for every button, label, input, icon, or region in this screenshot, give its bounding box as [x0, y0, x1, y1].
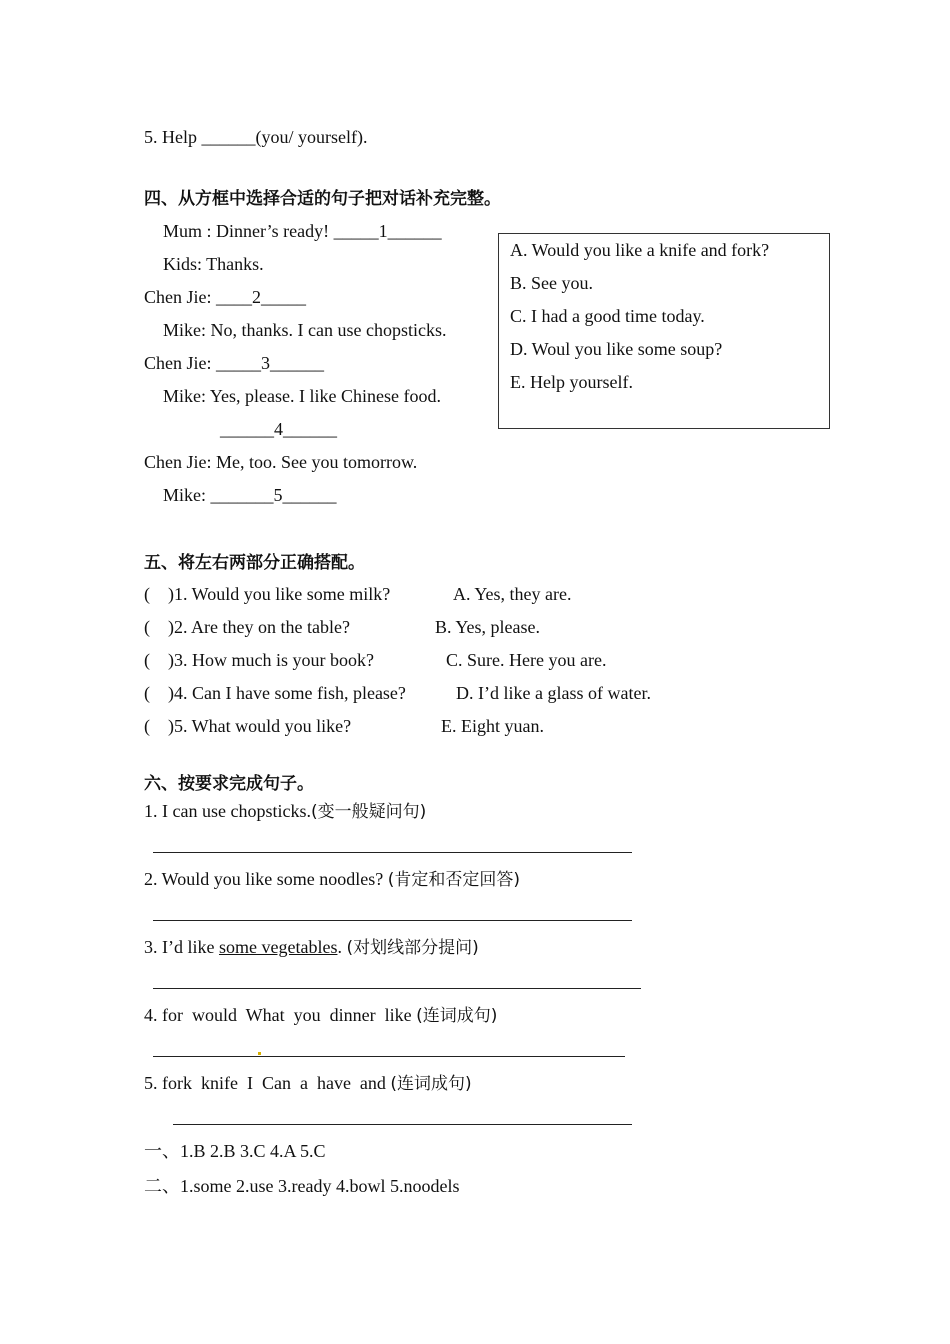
stray-mark: [258, 1052, 261, 1055]
match-right-e: E. Eight yuan.: [441, 716, 544, 736]
dialogue-line-5: Chen Jie: _____3______: [144, 353, 324, 373]
s6-q4-hint: (连词成句): [416, 1006, 498, 1026]
match-left-1: ( )1. Would you like some milk?: [144, 584, 391, 604]
s6-q2: [144, 868, 520, 891]
s6-q3-hint: (对划线部分提问): [346, 938, 479, 958]
s6-q1: [144, 800, 426, 823]
section-5-heading: 五、将左右两部分正确搭配。: [144, 553, 365, 573]
s6-q3: [144, 936, 479, 959]
s6-q1-hint: (变一般疑问句): [310, 802, 427, 822]
answer-line-4: [153, 1056, 625, 1057]
match-left-3: ( )3. How much is your book?: [144, 650, 374, 670]
s6-q5-text: 5. fork knife I Can a have and: [144, 1073, 391, 1093]
dialogue-line-3: Chen Jie: ____2_____: [144, 287, 306, 307]
answer-key-1: 一、1.B 2.B 3.C 4.A 5.C: [144, 1141, 326, 1161]
options-box: [498, 233, 830, 429]
match-right-c: C. Sure. Here you are.: [446, 650, 607, 670]
s6-q2-text: 2. Would you like some noodles?: [144, 869, 388, 889]
answer-line-2: [153, 920, 632, 921]
q5-help: 5. Help ______(you/ yourself).: [144, 127, 368, 147]
s6-q3-post: .: [337, 937, 347, 957]
match-right-d: D. I’d like a glass of water.: [456, 683, 651, 703]
match-left-4: ( )4. Can I have some fish, please?: [144, 683, 406, 703]
s6-q2-hint: (肯定和否定回答): [387, 870, 520, 890]
option-c: C. I had a good time today.: [510, 306, 705, 326]
s6-q3-pre: 3. I’d like: [144, 937, 219, 957]
dialogue-line-1: Mum : Dinner’s ready! _____1______: [163, 221, 442, 241]
dialogue-line-9: Mike: _______5______: [163, 485, 337, 505]
dialogue-line-8: Chen Jie: Me, too. See you tomorrow.: [144, 452, 418, 472]
s6-q1-text: 1. I can use chopsticks.: [144, 801, 311, 821]
section-6-heading: 六、按要求完成句子。: [144, 774, 314, 794]
match-right-b: B. Yes, please.: [435, 617, 541, 637]
option-b: B. See you.: [510, 273, 593, 293]
s6-q5-hint: (连词成句): [390, 1074, 472, 1094]
s6-q3-underlined: some vegetables: [218, 937, 338, 957]
dialogue-line-7: ______4______: [220, 419, 337, 439]
match-left-5: ( )5. What would you like?: [144, 716, 352, 736]
match-right-a: A. Yes, they are.: [453, 584, 572, 604]
answer-line-3: [153, 988, 641, 989]
section-4-heading: 四、从方框中选择合适的句子把对话补充完整。: [144, 189, 501, 209]
s6-q4-text: 4. for would What you dinner like: [144, 1005, 417, 1025]
option-e: E. Help yourself.: [510, 372, 633, 392]
option-a: A. Would you like a knife and fork?: [510, 240, 770, 260]
answer-key-2: 二、1.some 2.use 3.ready 4.bowl 5.noodels: [144, 1176, 460, 1196]
s6-q5: [144, 1072, 472, 1095]
s6-q4: [144, 1004, 497, 1027]
dialogue-line-4: Mike: No, thanks. I can use chopsticks.: [163, 320, 447, 340]
option-d: D. Woul you like some soup?: [510, 339, 723, 359]
dialogue-line-2: Kids: Thanks.: [163, 254, 264, 274]
answer-line-1: [153, 852, 632, 853]
answer-line-5: [173, 1124, 632, 1125]
match-left-2: ( )2. Are they on the table?: [144, 617, 350, 637]
dialogue-line-6: Mike: Yes, please. I like Chinese food.: [163, 386, 441, 406]
